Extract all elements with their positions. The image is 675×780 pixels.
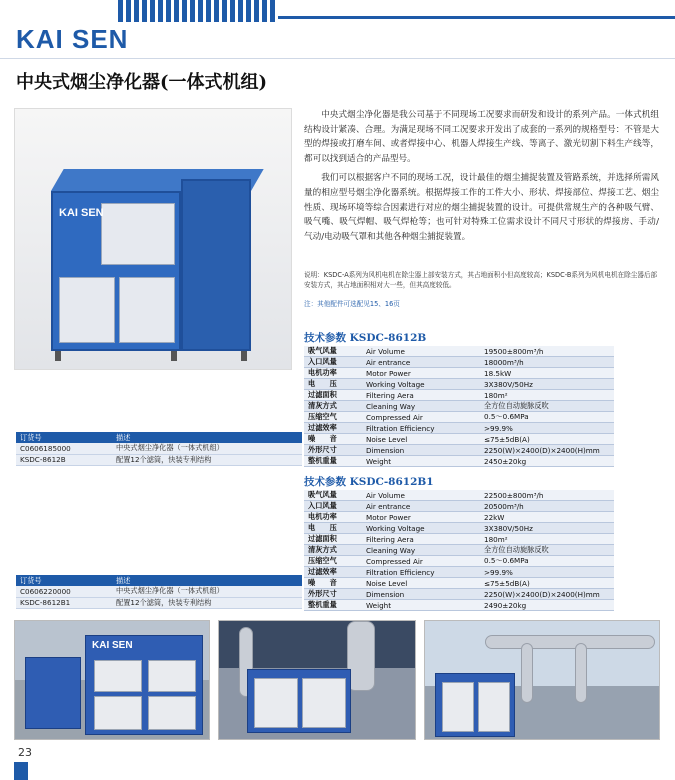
cabinet-illustration bbox=[51, 169, 251, 359]
spec-english: Cleaning Way bbox=[362, 545, 480, 556]
spec-value: 0.5～0.6MPa bbox=[480, 412, 614, 423]
spec-key: 入口风量 bbox=[304, 357, 362, 368]
top-bar bbox=[0, 0, 675, 22]
installation-photo-2 bbox=[218, 620, 416, 740]
cabinet-brand-label: KAI SEN bbox=[59, 207, 104, 219]
order-table-8612b bbox=[16, 432, 302, 466]
spec-value: >99.9% bbox=[480, 567, 614, 578]
spec-english: Working Voltage bbox=[362, 523, 480, 534]
spec-value: 18.5kW bbox=[480, 368, 614, 379]
logo-divider bbox=[0, 58, 675, 59]
spec-value: 2250(W)×2400(D)×2400(H)mm bbox=[480, 445, 614, 456]
spec-english: Weight bbox=[362, 456, 480, 467]
spec-row bbox=[304, 379, 614, 390]
spec-english: Motor Power bbox=[362, 512, 480, 523]
spec-row bbox=[304, 501, 614, 512]
order-table-8612b1 bbox=[16, 575, 302, 609]
order-row bbox=[16, 443, 302, 454]
spec-row bbox=[304, 534, 614, 545]
spec-value: 180m² bbox=[480, 534, 614, 545]
spec-table-8612b1 bbox=[304, 490, 614, 611]
page-title: 中央式烟尘净化器(一体式机组) bbox=[16, 72, 268, 93]
order-header-cell: 订货号 bbox=[16, 575, 112, 586]
spec-key: 过滤面积 bbox=[304, 390, 362, 401]
spec-key: 入口风量 bbox=[304, 501, 362, 512]
spec-key: 压缩空气 bbox=[304, 412, 362, 423]
spec-title-8612b1: 技术参数 KSDC-8612B1 bbox=[304, 476, 434, 488]
product-description bbox=[304, 108, 659, 249]
spec-row bbox=[304, 600, 614, 611]
order-header-row bbox=[16, 432, 302, 443]
spec-key: 整机重量 bbox=[304, 456, 362, 467]
spec-row bbox=[304, 512, 614, 523]
spec-value: 2450±20kg bbox=[480, 456, 614, 467]
order-row bbox=[16, 586, 302, 597]
spec-english: Weight bbox=[362, 600, 480, 611]
description-paragraph: 我们可以根据客户不同的现场工况，设计最佳的烟尘捕捉装置及管路系统，并选择所需风量的相应型号烟尘净化器系统。根据焊接工作的工件大小、形状、焊接部位、焊接工艺、烟尘性质、现场环境等综合因素进行对应的烟尘捕捉装置的设计。可提供常规生产的各种吸气臂、吸气嘴、吸气焊帽、吸气焊枪等；也可针对特殊工位需求设计不同尺寸形状的焊接房、手动/气动/电动吸气罩和其他各种烟尘捕捉装置。 bbox=[304, 173, 659, 242]
spec-value: 2490±20kg bbox=[480, 600, 614, 611]
spec-value: 22500±800m³/h bbox=[480, 490, 614, 501]
order-cell: 配置12个滤筒，快装专利结构 bbox=[112, 454, 302, 465]
spec-english: Filtering Aera bbox=[362, 390, 480, 401]
spec-key: 噪 音 bbox=[304, 434, 362, 445]
header-line bbox=[278, 16, 675, 19]
spec-row bbox=[304, 346, 614, 357]
spec-english: Cleaning Way bbox=[362, 401, 480, 412]
order-cell: 配置12个滤筒，快装专利结构 bbox=[112, 597, 302, 608]
order-cell: C0606185000 bbox=[16, 443, 112, 454]
spec-row bbox=[304, 523, 614, 534]
spec-value: 2250(W)×2400(D)×2400(H)mm bbox=[480, 589, 614, 600]
spec-key: 整机重量 bbox=[304, 600, 362, 611]
spec-row bbox=[304, 423, 614, 434]
description-paragraph: 中央式烟尘净化器是我公司基于不同现场工况要求而研发和设计的系列产品。一体式机组结构设计紧凑、合理。为满足现场不同工况要求开发出了成套的一系列的规格型号：不管是大型的焊接或打磨车间、或者焊接中心、机器人焊接生产线、等离子、激光切割下料生产线等，都可以找到适合的产品型号。 bbox=[304, 110, 659, 164]
spec-value: 180m² bbox=[480, 390, 614, 401]
spec-key: 吸气风量 bbox=[304, 346, 362, 357]
order-row bbox=[16, 454, 302, 465]
series-note: 说明：KSDC-A系列为风机电机在除尘器上部安装方式，其占地面积小但高度较高；KSDC-B系列为风机电机在除尘器后部安装方式，其占地面积相对大一些，但其高度较低。 bbox=[304, 271, 658, 289]
spec-key: 电机功率 bbox=[304, 512, 362, 523]
spec-row bbox=[304, 456, 614, 467]
spec-row bbox=[304, 412, 614, 423]
spec-row bbox=[304, 368, 614, 379]
order-cell: KSDC-8612B1 bbox=[16, 597, 112, 608]
spec-row bbox=[304, 357, 614, 368]
spec-value: 18000m³/h bbox=[480, 357, 614, 368]
spec-english: Air Volume bbox=[362, 346, 480, 357]
spec-row bbox=[304, 401, 614, 412]
spec-key: 吸气风量 bbox=[304, 490, 362, 501]
spec-title-8612b: 技术参数 KSDC-8612B bbox=[304, 332, 427, 344]
spec-value: 全方位自动旋脉反吹 bbox=[480, 545, 614, 556]
spec-key: 清灰方式 bbox=[304, 545, 362, 556]
order-header-cell: 订货号 bbox=[16, 432, 112, 443]
spec-value: 全方位自动旋脉反吹 bbox=[480, 401, 614, 412]
spec-english: Noise Level bbox=[362, 578, 480, 589]
spec-key: 电机功率 bbox=[304, 368, 362, 379]
spec-english: Air entrance bbox=[362, 357, 480, 368]
spec-value: 19500±800m³/h bbox=[480, 346, 614, 357]
spec-english: Dimension bbox=[362, 589, 480, 600]
accessory-note: 注：其他配件可选配见15、16页 bbox=[304, 300, 400, 308]
spec-row bbox=[304, 390, 614, 401]
spec-row bbox=[304, 445, 614, 456]
spec-english: Noise Level bbox=[362, 434, 480, 445]
spec-value: 0.5～0.6MPa bbox=[480, 556, 614, 567]
spec-key: 电 压 bbox=[304, 379, 362, 390]
order-cell: 中央式烟尘净化器（一体式机组） bbox=[112, 443, 302, 454]
spec-key: 电 压 bbox=[304, 523, 362, 534]
hero-product-image bbox=[14, 108, 292, 370]
spec-english: Filtering Aera bbox=[362, 534, 480, 545]
spec-table-8612b bbox=[304, 346, 614, 467]
spec-key: 过滤面积 bbox=[304, 534, 362, 545]
installation-photo-1 bbox=[14, 620, 210, 740]
spec-value: ≤75±5dB(A) bbox=[480, 434, 614, 445]
spec-english: Compressed Air bbox=[362, 412, 480, 423]
page-corner-mark bbox=[14, 762, 28, 780]
order-cell: C0606220000 bbox=[16, 586, 112, 597]
spec-row bbox=[304, 545, 614, 556]
spec-key: 过滤效率 bbox=[304, 423, 362, 434]
order-cell: 中央式烟尘净化器（一体式机组） bbox=[112, 586, 302, 597]
spec-key: 清灰方式 bbox=[304, 401, 362, 412]
spec-english: Air Volume bbox=[362, 490, 480, 501]
spec-key: 过滤效率 bbox=[304, 567, 362, 578]
spec-row bbox=[304, 556, 614, 567]
spec-key: 外形尺寸 bbox=[304, 589, 362, 600]
spec-value: >99.9% bbox=[480, 423, 614, 434]
order-header-row bbox=[16, 575, 302, 586]
spec-english: Compressed Air bbox=[362, 556, 480, 567]
photo-brand-label: KAI SEN bbox=[92, 640, 133, 651]
spec-row bbox=[304, 589, 614, 600]
spec-value: 3X380V/50Hz bbox=[480, 379, 614, 390]
order-header-cell: 描述 bbox=[112, 432, 302, 443]
order-header-cell: 描述 bbox=[112, 575, 302, 586]
spec-key: 外形尺寸 bbox=[304, 445, 362, 456]
spec-english: Air entrance bbox=[362, 501, 480, 512]
spec-english: Filtration Efficiency bbox=[362, 567, 480, 578]
spec-value: 20500m³/h bbox=[480, 501, 614, 512]
installation-photo-3 bbox=[424, 620, 660, 740]
spec-english: Filtration Efficiency bbox=[362, 423, 480, 434]
spec-english: Dimension bbox=[362, 445, 480, 456]
spec-english: Motor Power bbox=[362, 368, 480, 379]
spec-row bbox=[304, 434, 614, 445]
order-row bbox=[16, 597, 302, 608]
order-cell: KSDC-8612B bbox=[16, 454, 112, 465]
spec-row bbox=[304, 567, 614, 578]
spec-value: 3X380V/50Hz bbox=[480, 523, 614, 534]
page-number: 23 bbox=[18, 746, 32, 759]
spec-english: Working Voltage bbox=[362, 379, 480, 390]
spec-key: 压缩空气 bbox=[304, 556, 362, 567]
spec-value: 22kW bbox=[480, 512, 614, 523]
spec-value: ≤75±5dB(A) bbox=[480, 578, 614, 589]
brand-logo: KAI SEN bbox=[16, 24, 129, 54]
spec-row bbox=[304, 578, 614, 589]
header-stripes bbox=[118, 0, 278, 22]
spec-key: 噪 音 bbox=[304, 578, 362, 589]
spec-row bbox=[304, 490, 614, 501]
